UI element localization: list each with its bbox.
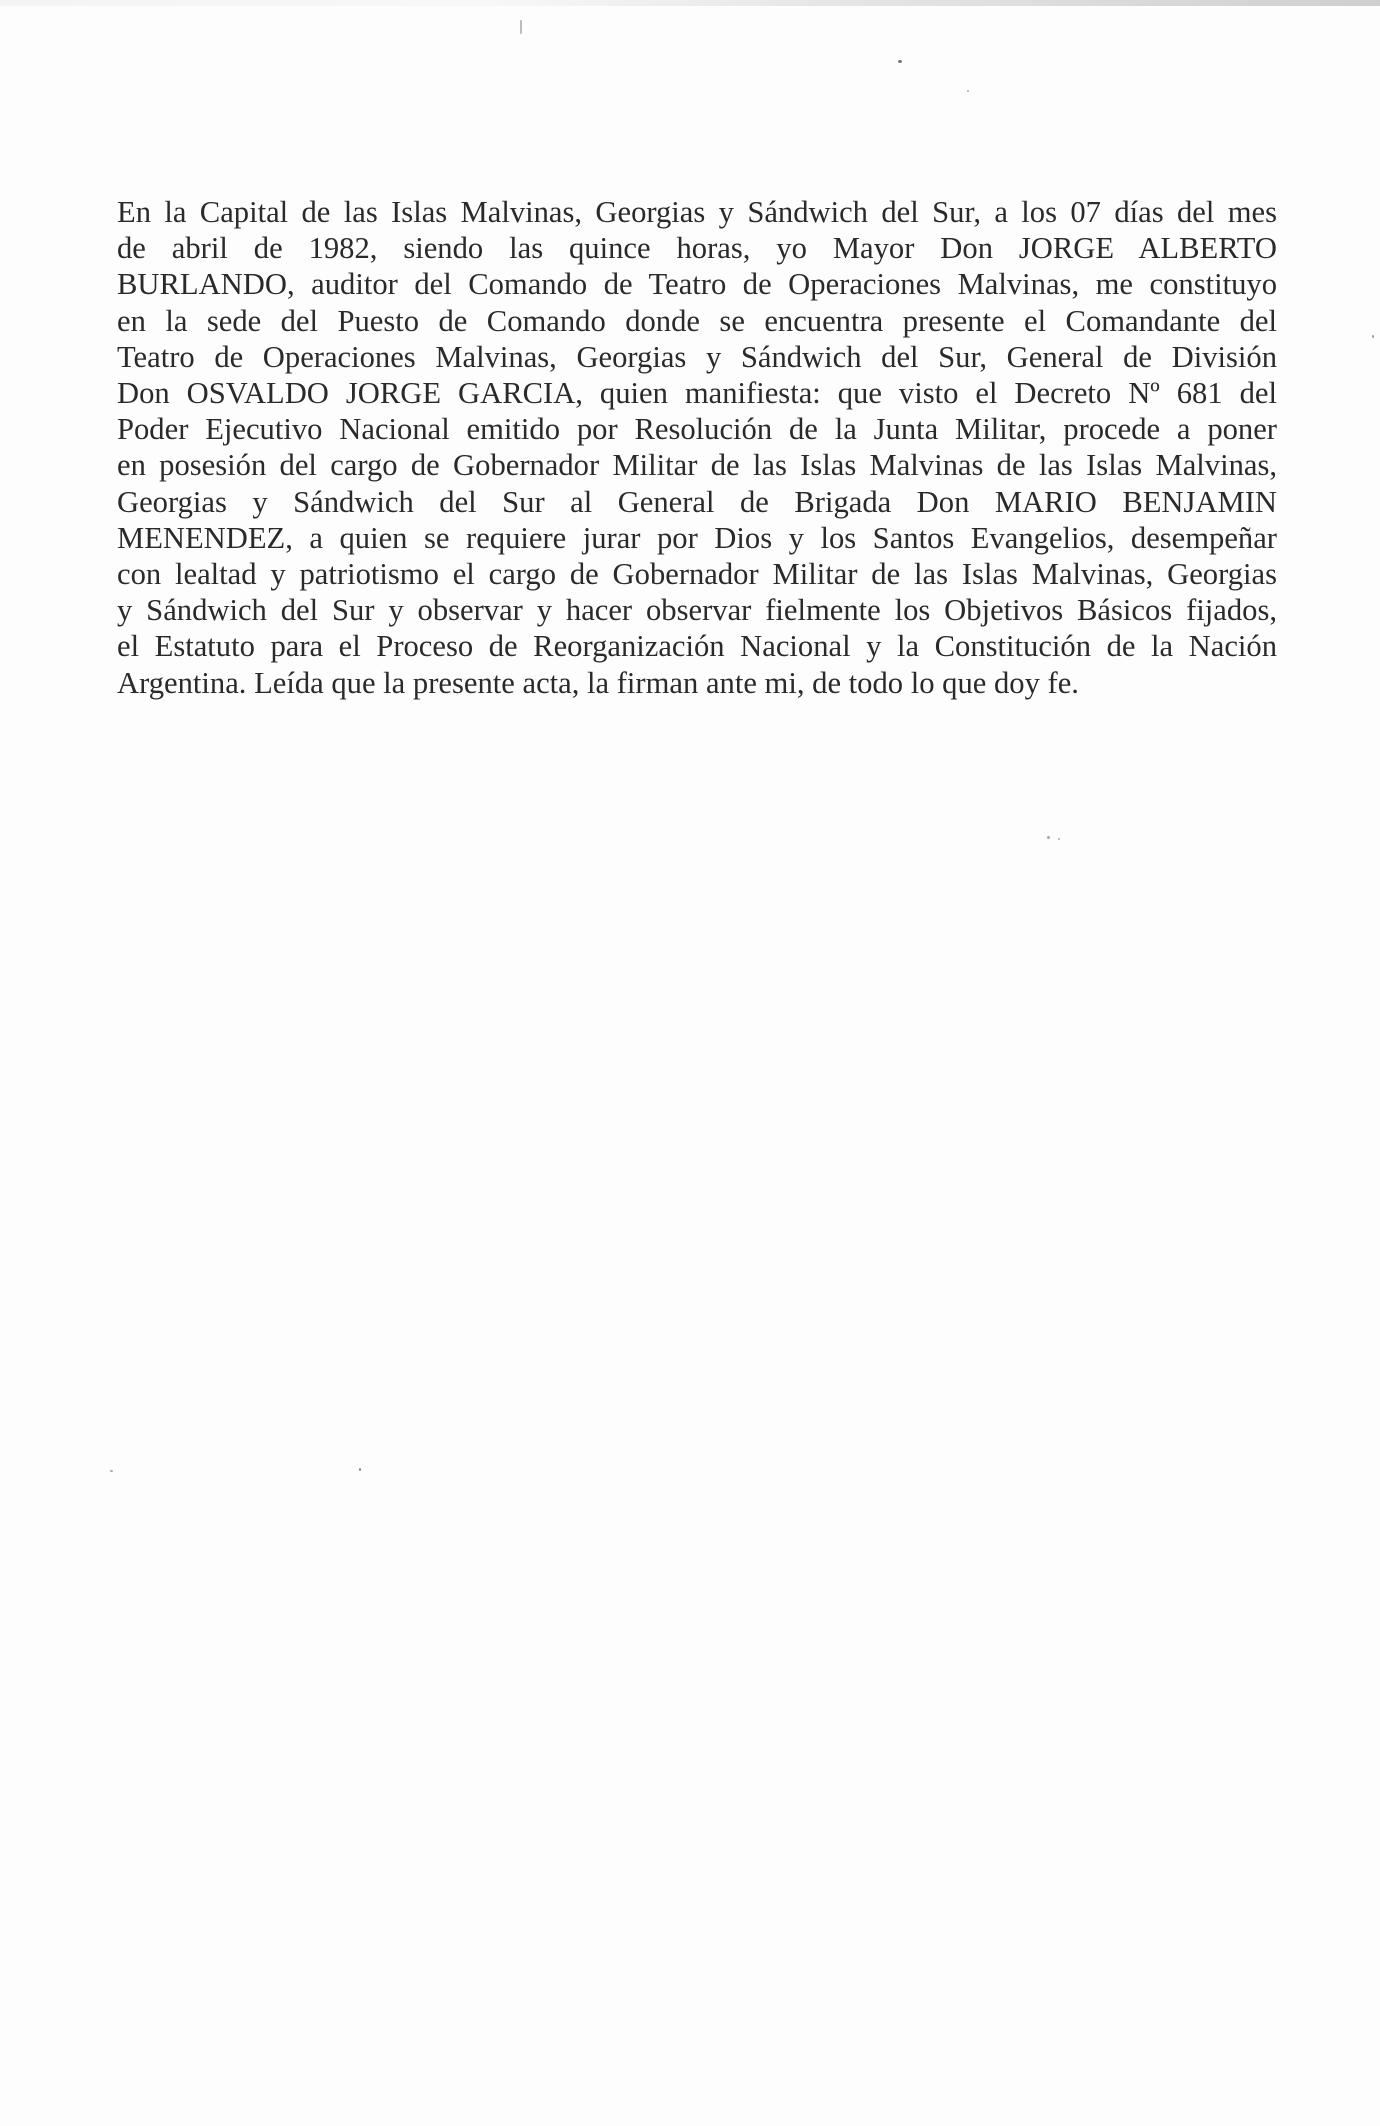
- scan-speck: [1058, 838, 1060, 840]
- act-body-text: [117, 194, 1277, 701]
- act-text-line: En la Capital de las Islas Malvinas, Georgias y Sándwich del Sur, a los 07 días del mes: [117, 195, 1277, 229]
- act-text-line: Teatro de Operaciones Malvinas, Georgias y Sándwich del Sur, General de División: [117, 339, 1277, 374]
- act-text-line: Argentina. Leída que la presente acta, la firman ante mi, de todo lo que doy fe.: [117, 665, 1079, 700]
- scan-speck: [110, 1470, 113, 1472]
- scan-speck: [967, 90, 969, 92]
- scan-speck: [1047, 836, 1050, 839]
- act-text-line: MENENDEZ, a quien se requiere jurar por Dios y los Santos Evangelios, desempeñar: [117, 520, 1277, 555]
- act-text-line: y Sándwich del Sur y observar y hacer observar fielmente los Objetivos Básicos fijados,: [117, 593, 1277, 628]
- act-text-line: el Estatuto para el Proceso de Reorganización Nacional y la Constitución de la Nación: [117, 629, 1277, 664]
- act-text-line: Poder Ejecutivo Nacional emitido por Resolución de la Junta Militar, procede a poner: [117, 412, 1277, 447]
- scan-speck: [1372, 335, 1374, 338]
- act-text-line: de abril de 1982, siendo las quince horas, yo Mayor Don JORGE ALBERTO: [117, 231, 1277, 266]
- act-text-line: BURLANDO, auditor del Comando de Teatro de Operaciones Malvinas, me constituyo: [117, 267, 1277, 302]
- scan-top-edge: [0, 0, 1380, 6]
- act-text-line: con lealtad y patriotismo el cargo de Gobernador Militar de las Islas Malvinas, Georgias: [117, 557, 1277, 592]
- act-text-line: en posesión del cargo de Gobernador Militar de las Islas Malvinas de las Islas Malvinas,: [117, 448, 1277, 483]
- act-text-line: Georgias y Sándwich del Sur al General de Brigada Don MARIO BENJAMIN: [117, 484, 1277, 519]
- scan-speck: [359, 1468, 361, 1471]
- scan-speck: [898, 60, 902, 63]
- scan-speck: [520, 20, 522, 34]
- act-text-line: Don OSVALDO JORGE GARCIA, quien manifiesta: que visto el Decreto Nº 681 del: [117, 376, 1277, 411]
- act-text-line: en la sede del Puesto de Comando donde se encuentra presente el Comandante del: [117, 303, 1277, 338]
